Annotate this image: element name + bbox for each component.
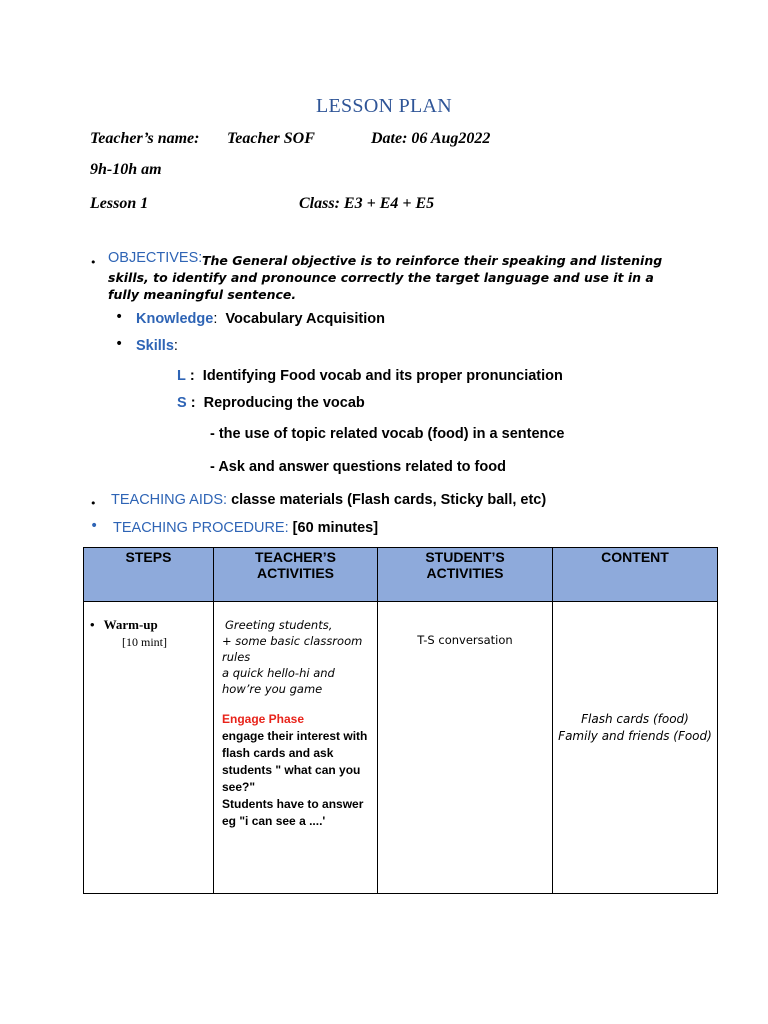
knowledge-sep: : — [213, 311, 218, 327]
skill-speaking-sep: : — [190, 395, 196, 411]
skill-listening-text: Identifying Food vocab and its proper pronunciation — [202, 368, 563, 384]
bullet-dot-icon: • — [90, 256, 97, 269]
content-block — [553, 602, 717, 745]
bullet-dot-icon: • — [90, 617, 95, 632]
engage-line: eg "i can see a ....' — [222, 814, 326, 828]
student-activities-cell — [378, 602, 553, 894]
step-title: Warm-up — [103, 617, 158, 632]
teaching-aids-label: TEACHING AIDS: — [111, 492, 228, 508]
engage-label: Engage Phase — [222, 712, 305, 726]
skills-line — [136, 338, 178, 354]
teacher-line: Greeting students, — [225, 618, 333, 632]
engage-line: students " what can you — [222, 763, 361, 777]
teacher-line: + some basic classroom — [222, 634, 363, 648]
teaching-procedure-line — [113, 520, 378, 536]
date-text: Date: 06 Aug2022 — [371, 130, 491, 147]
skill-listening-line — [177, 368, 563, 384]
page-title: LESSON PLAN — [315, 95, 453, 117]
header-content: CONTENT — [553, 548, 718, 602]
knowledge-line — [136, 311, 385, 327]
student-activity-text: T-S conversation — [417, 633, 513, 647]
teaching-procedure-label: TEACHING PROCEDURE: — [113, 520, 289, 536]
header-teacher-activities: TEACHER’S ACTIVITIES — [214, 548, 378, 602]
skill-speaking-key: S — [177, 395, 187, 411]
skills-sep: : — [173, 338, 178, 354]
engage-block — [214, 697, 377, 830]
step-time: [10 mint] — [122, 635, 167, 649]
bullet-dot-icon: • — [90, 497, 97, 510]
skill-listening-key: L — [177, 368, 186, 384]
knowledge-label: Knowledge — [136, 311, 214, 327]
time-text: 9h-10h am — [90, 161, 162, 178]
engage-line: Students have to answer — [222, 797, 364, 811]
teacher-name-value: Teacher SOF — [227, 130, 315, 147]
content-line: Family and friends (Food) — [558, 729, 712, 743]
teacher-line: how’re you game — [222, 682, 323, 696]
teaching-aids-value: classe materials (Flash cards, Sticky ball, etc) — [231, 492, 547, 508]
bullet-dot-icon: • — [90, 518, 99, 534]
skills-label: Skills — [136, 338, 174, 354]
bullet-dot-icon: • — [115, 336, 124, 352]
steps-cell — [84, 602, 214, 894]
header-steps: STEPS — [84, 548, 214, 602]
class-text: Class: E3 + E4 + E5 — [299, 195, 435, 212]
procedure-table — [83, 547, 718, 894]
content-cell — [553, 602, 718, 894]
teacher-activities-cell — [214, 602, 378, 894]
knowledge-value: Vocabulary Acquisition — [225, 311, 385, 327]
bullet-dot-icon: • — [115, 309, 124, 325]
table-row — [84, 602, 718, 894]
lesson-text: Lesson 1 — [90, 195, 149, 212]
content-line: Flash cards (food) — [581, 712, 689, 726]
skill-speaking-text: Reproducing the vocab — [203, 395, 365, 411]
skill-speaking-line — [177, 395, 365, 411]
header-student-activities: STUDENT’S ACTIVITIES — [378, 548, 553, 602]
teacher-line: rules — [222, 650, 251, 664]
teacher-name-label: Teacher’s name: — [90, 130, 200, 147]
objectives-text: The General objective is to reinforce their speaking and listening skills, to identify and pronounce correctly the target language and use it in a fully meaningful sentence. — [108, 253, 663, 302]
teaching-aids-line — [111, 492, 546, 508]
skill-sub-item: - Ask and answer questions related to food — [210, 459, 506, 475]
engage-line: engage their interest with — [222, 729, 368, 743]
table-header-row — [84, 548, 718, 602]
teacher-line: a quick hello-hi and — [222, 666, 335, 680]
teaching-procedure-value: [60 minutes] — [292, 520, 379, 536]
teacher-greeting-block — [214, 602, 377, 697]
engage-line: flash cards and ask — [222, 746, 334, 760]
objectives-label: OBJECTIVES: — [108, 250, 203, 266]
engage-line: see?" — [222, 780, 256, 794]
skill-listening-sep: : — [189, 368, 195, 384]
skill-sub-item: - the use of topic related vocab (food) in a sentence — [210, 426, 565, 442]
